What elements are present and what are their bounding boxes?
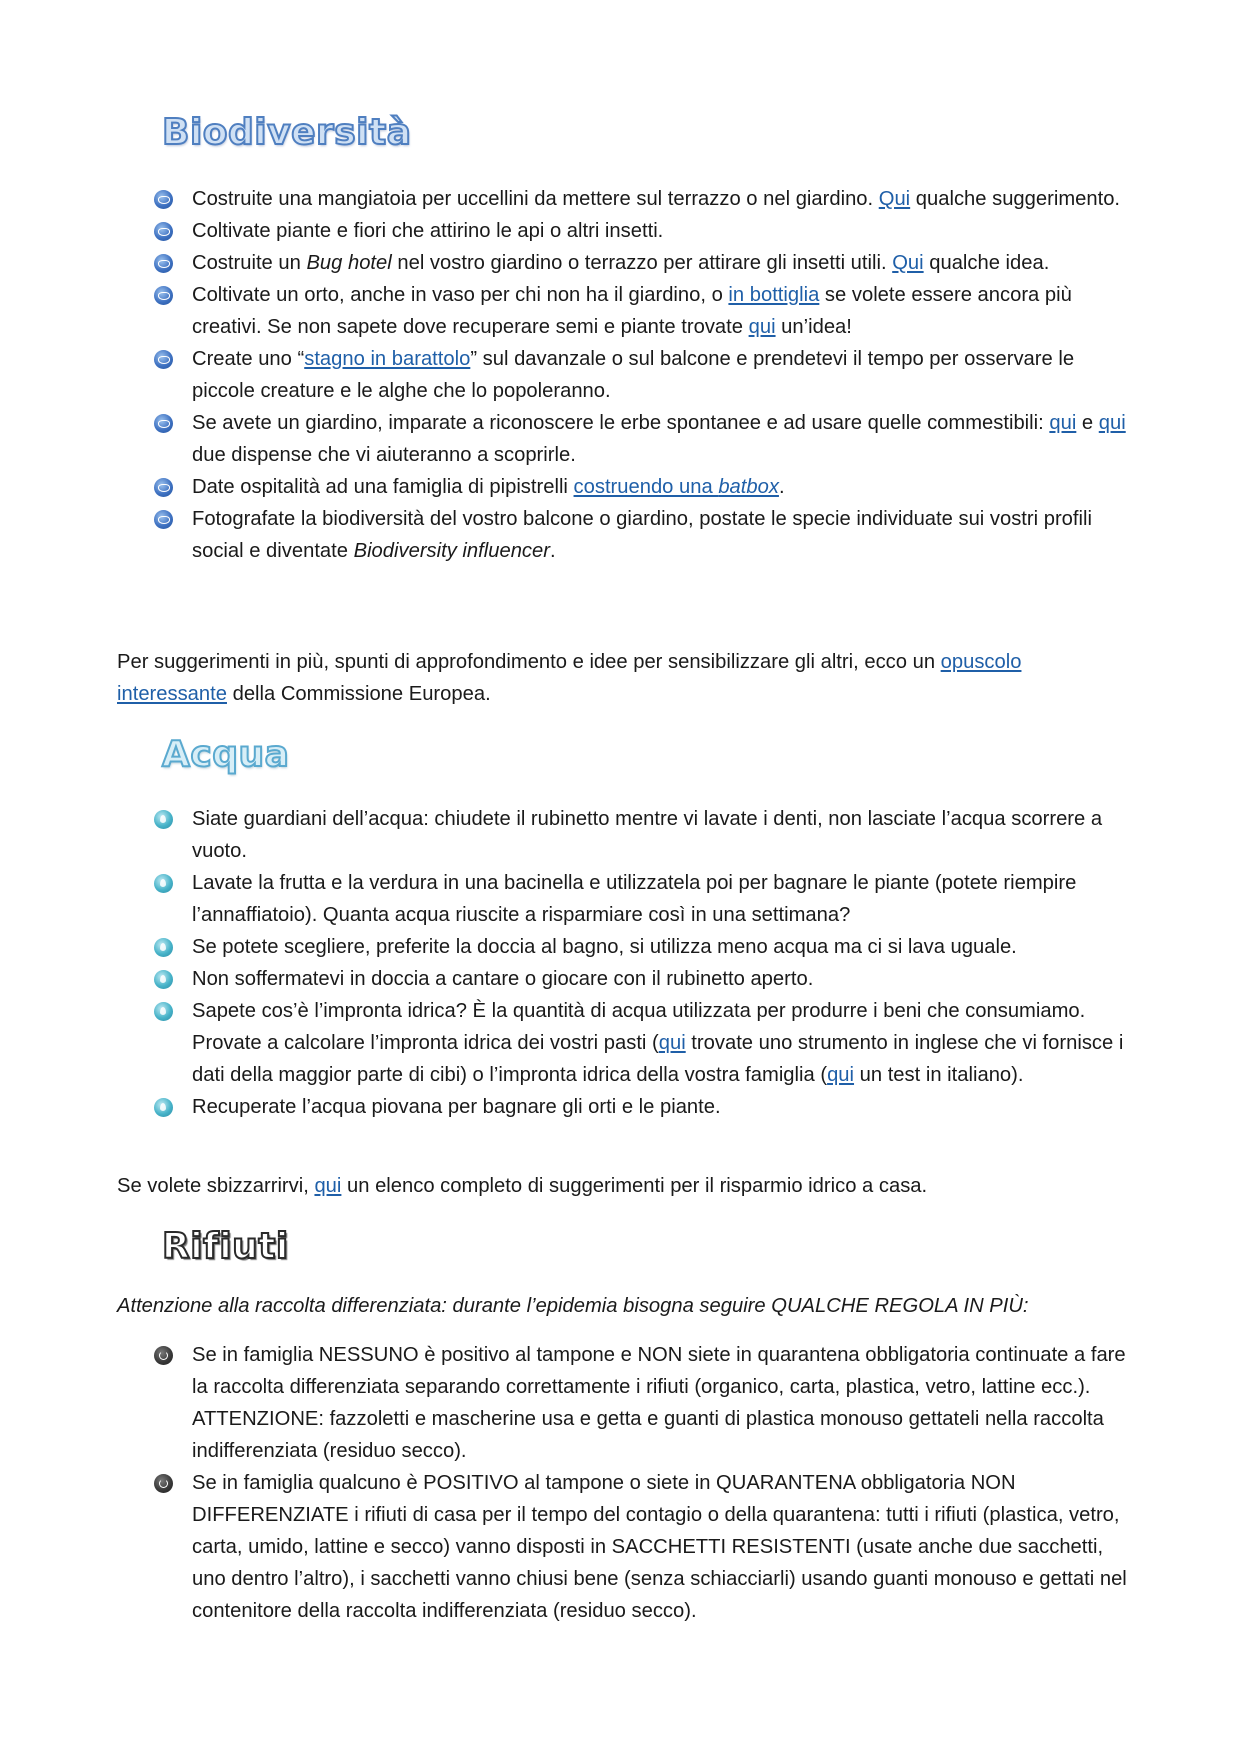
link-qui[interactable]: Qui — [892, 252, 924, 274]
bullet-icon — [154, 222, 173, 241]
water-drop-icon — [154, 970, 173, 989]
bullet-icon — [154, 414, 173, 433]
list-item: Create uno “stagno in barattolo” sul davanzale o sul balcone e prendetevi il tempo per osservare le piccole creature e le alghe che lo popoleranno. — [150, 343, 1140, 407]
list-item: Coltivate piante e fiori che attirino le api o altri insetti. — [150, 215, 1140, 247]
acqua-footer: Se volete sbizzarrirvi, qui un elenco completo di suggerimenti per il risparmio idrico a casa. — [117, 1175, 928, 1197]
bullet-icon — [154, 350, 173, 369]
list-item: Siate guardiani dell’acqua: chiudete il rubinetto mentre vi lavate i denti, non lasciate l’acqua scorrere a vuoto. — [150, 803, 1140, 867]
link-qui[interactable]: qui — [827, 1064, 855, 1086]
list-item: Coltivate un orto, anche in vaso per chi non ha il giardino, o in bottiglia se volete essere ancora più creativi. Se non sapete dove recuperare semi e piante trovate qui un’idea! — [150, 279, 1140, 343]
list-item: Date ospitalità ad una famiglia di pipistrelli costruendo una batbox. — [150, 471, 1140, 503]
link-qui[interactable]: qui — [748, 316, 776, 338]
section-title-biodiversita: Biodiversità — [162, 112, 412, 153]
bullet-icon — [154, 510, 173, 529]
list-item: Recuperate l’acqua piovana per bagnare gli orti e le piante. — [150, 1091, 1140, 1123]
power-icon — [154, 1474, 173, 1493]
section-title-acqua: Acqua — [162, 734, 290, 775]
water-drop-icon — [154, 1098, 173, 1117]
bullet-icon — [154, 286, 173, 305]
rifiuti-list — [150, 1339, 1140, 1627]
list-item: Costruite un Bug hotel nel vostro giardino o terrazzo per attirare gli insetti utili. Qui qualche idea. — [150, 247, 1140, 279]
list-item: Fotografate la biodiversità del vostro balcone o giardino, postate le specie individuate sui vostri profili social e diventate Biodiversity influencer. — [150, 503, 1140, 567]
link-qui[interactable]: qui — [658, 1032, 686, 1054]
list-item: Costruite una mangiatoia per uccellini da mettere sul terrazzo o nel giardino. Qui qualche suggerimento. — [150, 183, 1140, 215]
water-drop-icon — [154, 810, 173, 829]
list-item: Se potete scegliere, preferite la doccia al bagno, si utilizza meno acqua ma ci si lava uguale. — [150, 931, 1140, 963]
bullet-icon — [154, 254, 173, 273]
link-qui[interactable]: qui — [314, 1175, 342, 1197]
list-item: Se in famiglia NESSUNO è positivo al tampone e NON siete in quarantena obbligatoria continuate a fare la raccolta differenziata separando correttamente i rifiuti (organico, carta, plastica, vetro, lattine ecc.). ATTENZIONE: fazzoletti e mascherine usa e getta e guanti di plastica monouso gettateli nella raccolta indifferenziata (residuo secco). — [150, 1339, 1140, 1467]
water-drop-icon — [154, 874, 173, 893]
list-item: Se avete un giardino, imparate a riconoscere le erbe spontanee e ad usare quelle commestibili: qui e qui due dispense che vi aiuteranno a scoprirle. — [150, 407, 1140, 471]
link-stagno-in-barattolo[interactable]: stagno in barattolo — [304, 348, 471, 370]
list-item: Se in famiglia qualcuno è POSITIVO al tampone o siete in QUARANTENA obbligatoria NON DIFFERENZIATE i rifiuti di casa per il tempo del contagio o della quarantena: tutti i rifiuti (plastica, vetro, carta, umido, lattine e secco) vanno disposti in SACCHETTI RESISTENTI (usate anche due sacchetti, uno dentro l’altro), i sacchetti vanno chiusi bene (senza schiacciarli) usando guanti monouso e gettati nel contenitore della raccolta indifferenziata (residuo secco). — [150, 1467, 1140, 1627]
rifiuti-intro: Attenzione alla raccolta differenziata: durante l’epidemia bisogna seguire QUALCHE REGOLA IN PIÙ: — [117, 1295, 1029, 1317]
link-opuscolo-interessante[interactable]: opuscolo interessante — [117, 651, 1022, 705]
biodiversita-footer: Per suggerimenti in più, spunti di approfondimento e idee per sensibilizzare gli altri, ecco un opuscolo interessante della Commissione Europea. — [117, 651, 1022, 705]
biodiversita-list — [150, 183, 1140, 567]
link-in-bottiglia[interactable]: in bottiglia — [728, 284, 820, 306]
link-qui[interactable]: qui — [1098, 412, 1126, 434]
link-costruendo-batbox[interactable]: costruendo una batbox — [573, 476, 779, 498]
bullet-icon — [154, 190, 173, 209]
water-drop-icon — [154, 1002, 173, 1021]
link-qui[interactable]: Qui — [878, 188, 911, 210]
list-item: Lavate la frutta e la verdura in una bacinella e utilizzatela poi per bagnare le piante (potete riempire l’annaffiatoio). Quanta acqua riuscite a risparmiare così in una settimana? — [150, 867, 1140, 931]
bullet-icon — [154, 478, 173, 497]
list-item: Sapete cos’è l’impronta idrica? È la quantità di acqua utilizzata per produrre i beni che consumiamo. Provate a calcolare l’impronta idrica dei vostri pasti (qui trovate uno strumento in inglese che vi fornisce i dati della maggior parte di cibi) o l’impronta idrica della vostra famiglia (qui un test in italiano). — [150, 995, 1140, 1091]
section-title-rifiuti: Rifiuti — [162, 1226, 289, 1267]
acqua-list — [150, 803, 1140, 1123]
list-item: Non soffermatevi in doccia a cantare o giocare con il rubinetto aperto. — [150, 963, 1140, 995]
link-qui[interactable]: qui — [1049, 412, 1077, 434]
water-drop-icon — [154, 938, 173, 957]
power-icon — [154, 1346, 173, 1365]
